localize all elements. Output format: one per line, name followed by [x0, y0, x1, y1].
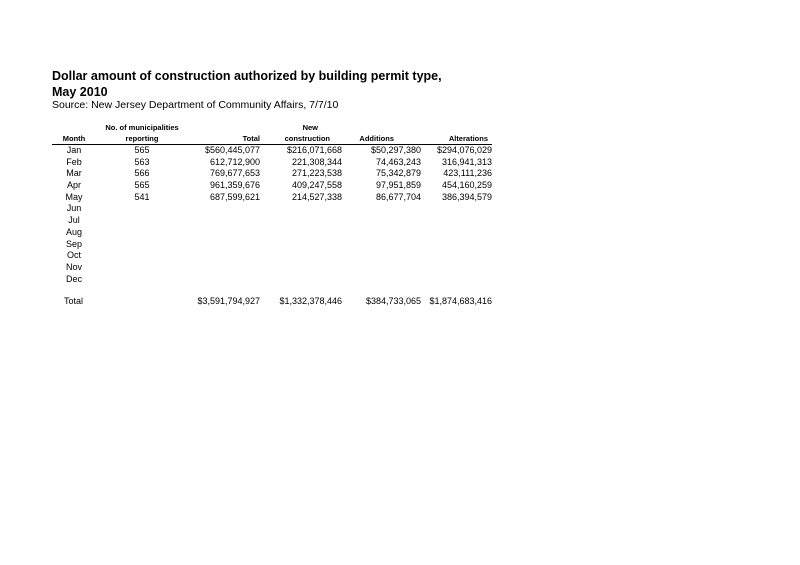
title-line-1: Dollar amount of construction authorized by building permit type,: [52, 69, 442, 83]
cell-new-construction: 221,308,344: [291, 156, 342, 167]
cell-month: Aug: [65, 226, 82, 237]
cell-month: Dec: [65, 273, 82, 284]
cell-month: May: [65, 191, 83, 202]
table-row: [52, 192, 492, 204]
header-new-bottom: construction: [284, 134, 330, 143]
cell-total: 769,677,653: [209, 168, 260, 179]
cell-additions: 75,342,879: [375, 168, 421, 179]
header-alterations: Alterations: [448, 134, 488, 143]
table-row: [52, 262, 492, 274]
cell-month: Jun: [66, 203, 82, 214]
cell-month: Apr: [66, 180, 81, 191]
table-row: [52, 274, 492, 286]
header-month: Month: [62, 134, 86, 143]
cell-total: 961,359,676: [209, 180, 260, 191]
cell-alterations: 386,394,579: [441, 191, 492, 202]
total-label: Total: [64, 296, 84, 307]
cell-new-construction: 271,223,538: [291, 168, 342, 179]
header-additions: Additions: [359, 134, 394, 143]
table-row: [52, 157, 492, 169]
table-row: [52, 203, 492, 215]
total-total: $3,591,794,927: [197, 296, 260, 307]
cell-alterations: $294,076,029: [436, 145, 492, 155]
cell-new-construction: $216,071,668: [286, 145, 342, 155]
cell-alterations: 454,160,259: [441, 180, 492, 191]
cell-alterations: 423,111,236: [443, 168, 492, 179]
cell-month: Oct: [66, 250, 81, 261]
cell-reporting: 566: [134, 168, 150, 179]
table-body: [52, 145, 492, 285]
table-header: [52, 121, 492, 145]
cell-month: Jul: [68, 215, 80, 226]
header-new-top: New: [302, 123, 318, 132]
table-row: [52, 168, 492, 180]
cell-month: Mar: [66, 168, 82, 179]
table-row: [52, 227, 492, 239]
cell-reporting: 541: [134, 191, 150, 202]
title-line-2: May 2010: [52, 85, 108, 99]
permit-table: [52, 121, 492, 308]
cell-month: Nov: [65, 261, 82, 272]
total-additions: $384,733,065: [365, 296, 421, 307]
cell-alterations: 316,941,313: [441, 156, 492, 167]
total-row: [52, 296, 492, 308]
cell-additions: $50,297,380: [370, 145, 421, 155]
cell-reporting: 565: [134, 145, 150, 155]
table-row: [52, 180, 492, 192]
cell-additions: 86,677,704: [375, 191, 421, 202]
total-alterations: $1,874,683,416: [429, 296, 492, 307]
cell-month: Jan: [66, 145, 82, 155]
source-note: Source: New Jersey Department of Community Affairs, 7/7/10: [52, 99, 339, 111]
header-total: Total: [242, 134, 260, 143]
table-row: [52, 250, 492, 262]
cell-month: Sep: [65, 238, 82, 249]
table-row: [52, 215, 492, 227]
cell-month: Feb: [66, 156, 82, 167]
header-reporting-bottom: reporting: [125, 134, 159, 143]
cell-new-construction: 214,527,338: [291, 191, 342, 202]
cell-total: 612,712,900: [209, 156, 260, 167]
cell-reporting: 565: [134, 180, 150, 191]
table-row: [52, 239, 492, 251]
document-title: [52, 68, 442, 100]
cell-additions: 74,463,243: [375, 156, 421, 167]
cell-total: $560,445,077: [204, 145, 260, 155]
cell-total: 687,599,621: [209, 191, 260, 202]
cell-new-construction: 409,247,558: [291, 180, 342, 191]
header-reporting-top: No. of municipalities: [105, 123, 179, 132]
cell-additions: 97,951,859: [375, 180, 421, 191]
cell-reporting: 563: [134, 156, 150, 167]
total-new: $1,332,378,446: [279, 296, 342, 307]
table-row: [52, 145, 492, 157]
